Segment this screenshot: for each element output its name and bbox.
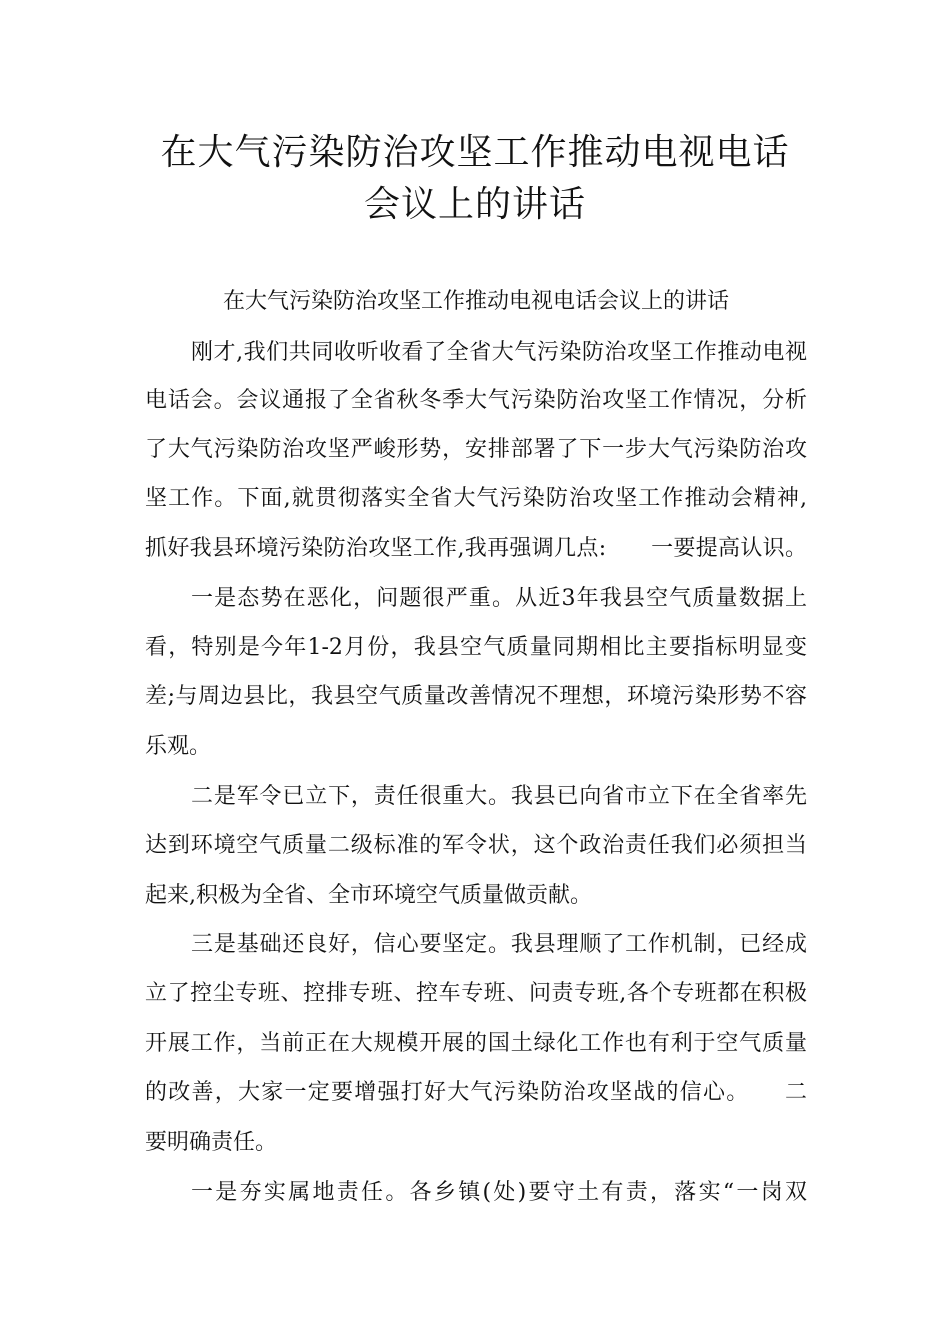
body-line: 抓好我县环境污染防治攻坚工作,我再强调几点: 一要提高认识。	[145, 536, 807, 561]
body-line: 刚才,我们共同收听收看了全省大气污染防治攻坚工作推动电视	[191, 340, 807, 365]
document-title-line-2: 会议上的讲话	[363, 184, 586, 225]
body-line: 达到环境空气质量二级标准的军令状，这个政治责任我们必须担当	[145, 833, 807, 858]
body-line: 立了控尘专班、控排专班、控车专班、问责专班,各个专班都在积极	[145, 981, 807, 1006]
body-line: 差;与周边县比，我县空气质量改善情况不理想，环境污染形势不容	[145, 684, 807, 709]
body-line: 一是夯实属地责任。各乡镇(处)要守土有责，落实“一岗双	[191, 1180, 807, 1205]
body-line: 的改善，大家一定要增强打好大气污染防治攻坚战的信心。 二	[145, 1080, 807, 1105]
body-line: 看，特别是今年1-2月份，我县空气质量同期相比主要指标明显变	[145, 635, 807, 660]
document-subtitle: 在大气污染防治攻坚工作推动电视电话会议上的讲话	[222, 289, 729, 314]
body-line: 乐观。	[145, 734, 212, 759]
body-line: 坚工作。下面,就贯彻落实全省大气污染防治攻坚工作推动会精神,	[145, 486, 807, 511]
body-line: 电话会。会议通报了全省秋冬季大气污染防治攻坚工作情况，分析	[145, 388, 807, 413]
body-line: 开展工作，当前正在大规模开展的国土绿化工作也有利于空气质量	[145, 1031, 807, 1056]
body-line: 三是基础还良好，信心要坚定。我县理顺了工作机制，已经成	[191, 932, 807, 957]
document-title-line-1: 在大气污染防治攻坚工作推动电视电话	[160, 132, 790, 173]
body-line: 要明确责任。	[145, 1130, 278, 1155]
body-line: 起来,积极为全省、全市环境空气质量做贡献。	[145, 883, 592, 908]
body-line: 二是军令已立下，责任很重大。我县已向省市立下在全省率先	[191, 784, 807, 809]
body-line: 一是态势在恶化，问题很严重。从近3年我县空气质量数据上	[191, 586, 807, 611]
body-line: 了大气污染防治攻坚严峻形势，安排部署了下一步大气污染防治攻	[145, 437, 807, 462]
